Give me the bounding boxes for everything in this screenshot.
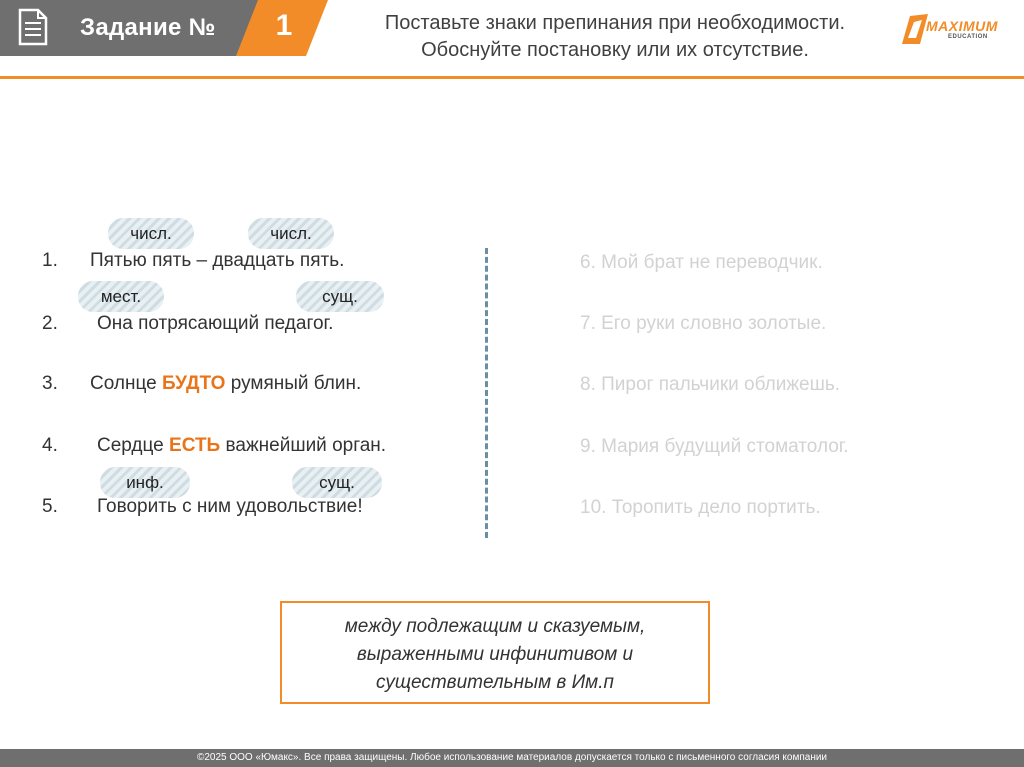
tag-numeral: числ.: [248, 218, 334, 249]
header-bar: [0, 0, 245, 56]
task-instruction-line1: Поставьте знаки препинания при необходимости.: [384, 12, 846, 34]
sentence-3: 3. Солнце БУДТО румяный блин.: [42, 373, 362, 394]
rule-box: [280, 601, 710, 704]
faded-sentence-7: 7. Его руки словно золотые.: [580, 313, 827, 334]
rule-text: между подлежащим и сказуемым, выраженными инфинитивом и существительным в Им.п: [344, 616, 646, 693]
faded-sentence-10: 10. Торопить дело портить.: [580, 497, 821, 518]
logo-sub: EDUCATION: [948, 34, 988, 40]
tag-noun: сущ.: [292, 467, 382, 498]
sentence-1: 1. Пятью пять – двадцать пять.: [42, 250, 345, 271]
task-instruction: [330, 10, 900, 64]
task-number: 1: [275, 9, 293, 42]
column-divider: [485, 248, 488, 538]
sentence-2: 2. Она потрясающий педагог.: [42, 313, 334, 334]
sentence-5: 5. Говорить с ним удовольствие!: [42, 496, 363, 517]
sentence-4: 4. Сердце ЕСТЬ важнейший орган.: [42, 435, 387, 456]
faded-sentence-8: 8. Пирог пальчики оближешь.: [580, 374, 841, 395]
task-instruction-line2: Обоснуйте постановку или их отсутствие.: [421, 39, 809, 61]
tag-infinitive: инф.: [100, 467, 190, 498]
header-divider: [0, 76, 1024, 79]
highlight-word: БУДТО: [161, 373, 226, 394]
logo-word: MAXIMUM: [926, 18, 998, 34]
faded-sentence-9: 9. Мария будущий стоматолог.: [580, 436, 849, 457]
task-title: Задание №: [80, 14, 216, 41]
maximum-logo: [898, 10, 1018, 48]
tag-pronoun: мест.: [78, 281, 164, 312]
faded-sentence-6: 6. Мой брат не переводчик.: [580, 252, 823, 273]
tag-numeral: числ.: [108, 218, 194, 249]
highlight-word: ЕСТЬ: [169, 435, 221, 456]
document-icon: [18, 8, 48, 46]
tag-noun: сущ.: [296, 281, 384, 312]
copyright-footer: ©2025 ООО «Юмакс». Все права защищены. Любое использование материалов допускается только с письменного согласия компании: [0, 749, 1024, 767]
